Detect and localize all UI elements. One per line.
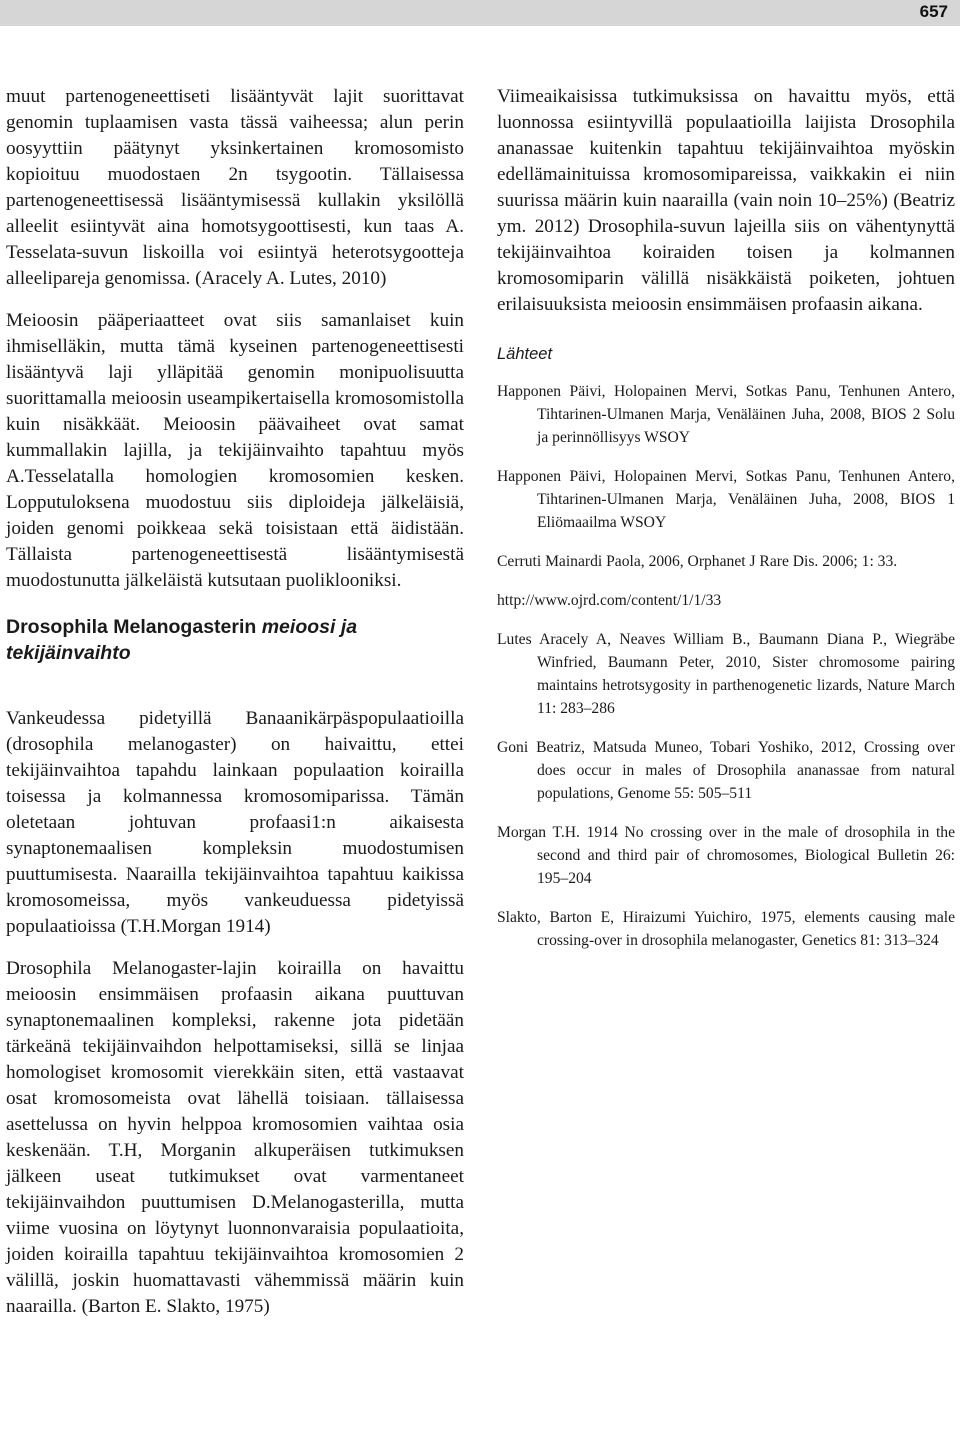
reference-item: Slakto, Barton E, Hiraizumi Yuichiro, 1975, elements causing male crossing-over in drosophila melanogaster, Genetics 81: 313–324 [497,909,955,949]
page-header-bar [0,0,960,26]
page-number: 657 [919,2,948,21]
reference-item: Cerruti Mainardi Paola, 2006, Orphanet J Rare Dis. 2006; 1: 33. [497,553,898,570]
paragraph-synaptonemal-complex: Drosophila Melanogaster-lajin koirailla on havaittu meioosin ensimmäisen profaasin aikana puuttuvan synaptonemaalinen kompleksi, rakenne jota pidetään tärkeänä tekijäinvaihdon helpottamiseksi, sillä se linjaa homologiset kromosomit vierekkäin siten, että vastaavat osat kromosomeista ovat lähellä toisiaan. tällaisessa asettelussa on hyvin helppoa kromosomien vaihtaa osia keskenään. T.H, Morganin alkuperäisen tutkimuksen jälkeen useat tutkimukset ovat varmentaneet tekijäinvaihdon puuttumisen D.Melanogasterilla, mutta viime vuosina on löytynyt luonnonvaraisia populaatioita, joiden koirailla tapahtuu tekijäinvaihtoa kromosomien 2 välillä, joskin huomattavasti vähemmissä määrin kuin naarailla. (Barton E. Slakto, 1975) [6,958,464,1317]
references-heading: Lähteet [497,345,553,363]
section-heading-italic: meioosi ja tekijäinvaihto [6,616,358,664]
reference-item: Goni Beatriz, Matsuda Muneo, Tobari Yoshiko, 2012, Crossing over does occur in males of Drosophila ananassae from natural populations, Genome 55: 505–511 [497,739,955,802]
reference-item: Lutes Aracely A, Neaves William B., Baumann Diana P., Wiegräbe Winfried, Baumann Peter, 2010, Sister chromosome pairing maintains hetrotsygosity in parthenogenetic lizards, Nature March 11: 283–286 [497,631,955,717]
references-list [497,380,955,952]
reference-item: Happonen Päivi, Holopainen Mervi, Sotkas Panu, Tenhunen Antero, Tihtarinen-Ulmanen Marja, Venäläinen Juha, 2008, BIOS 2 Solu ja perinnöllisyys WSOY [497,383,955,446]
reference-item: Morgan T.H. 1914 No crossing over in the male of drosophila in the second and third pair of chromosomes, Biological Bulletin 26: 195–204 [497,824,955,887]
section-heading [6,614,464,666]
right-column [497,84,955,968]
paragraph-captive-populations: Vankeudessa pidetyillä Banaanikärpäspopulaatioilla (drosophila melanogaster) on haivaittu, ettei tekijäinvaihtoa tapahdu lainkaan populaation koirailla toisessa ja kolmannessa kromosomiparissa. Tämän oletetaan johtuvan profaasi1:n aikaisesta synaptonemaalisen kompleksin muodostumisen puuttumisesta. Naarailla tekijäinvaihtoa tapahtuu kaikissa kromosomeissa, myös vankeuduessa pidetyissä populaatioissa (T.H.Morgan 1914) [6,708,464,937]
paragraph-recent-studies: Viimeaikaisissa tutkimuksissa on havaittu myös, että luonnossa esiintyvillä populaatioilla laijista Drosophila ananassae kuitenkin tapahtuu tekijäinvaihtoa myöskin edellämainituissa kromosomipareissa, vaikkakin ei niin suurissa määrin kuin naarailla (vain noin 10–25%) (Beatriz ym. 2012) Drosophila-suvun lajeilla siis on vähentynyttä tekijäinvaihtoa koiraiden toisen ja kolmannen kromosomiparin välillä nisäkkäistä poiketen, johtuen erilaisuuksista meioosin ensimmäisen profaasin aikana. [497,86,955,315]
left-column [6,84,464,1320]
reference-item: Happonen Päivi, Holopainen Mervi, Sotkas Panu, Tenhunen Antero, Tihtarinen-Ulmanen Marja, Venäläinen Juha, 2008, BIOS 1 Eliömaailma WSOY [497,468,955,531]
section-heading-bold: Drosophila Melanogasterin [6,616,262,638]
paragraph-meiosis-principles: Meioosin pääperiaatteet ovat siis samanlaiset kuin ihmiselläkin, mutta tämä kyseinen partenogeneettisesti lisääntyvä laji ylläpitää genomin monipuolisuutta suorittamalla meioosin useampikertaisella kromosomistolla kuin nisäkkäät. Meioosin päävaiheet ovat samat kummallakin lajilla, ja tekijäinvaihto tapahtuu myös A.Tesselatalla homologien kromosomien kesken. Lopputuloksena muodostuu siis diploideja jälkeläisiä, joiden genomi poikkeaa sekä toisistaan että äidistään. Tällaista partenogeneettisestä lisääntymisestä muodostunutta jälkeläistä kutsutaan puoliklooniksi. [6,310,464,591]
reference-url-link[interactable]: http://www.ojrd.com/content/1/1/33 [497,592,722,609]
paragraph-parthenogenesis: muut partenogeneettiseti lisääntyvät lajit suorittavat genomin tuplaamisen vasta tässä vaiheessa; alun perin oosyyttiin päätynyt yksinkertainen kromosomisto kopioituu muodostaen 2n tsygootin. Tällaisessa partenogeneettisessä lisääntymisessä kullakin yksilöllä alleelit esiintyvät aina homotsygoottisesti, kun taas A. Tesselata-suvun liskoilla voi esiintyä heterotsygootteja alleelipareja genomissa. (Aracely A. Lutes, 2010) [6,86,464,289]
